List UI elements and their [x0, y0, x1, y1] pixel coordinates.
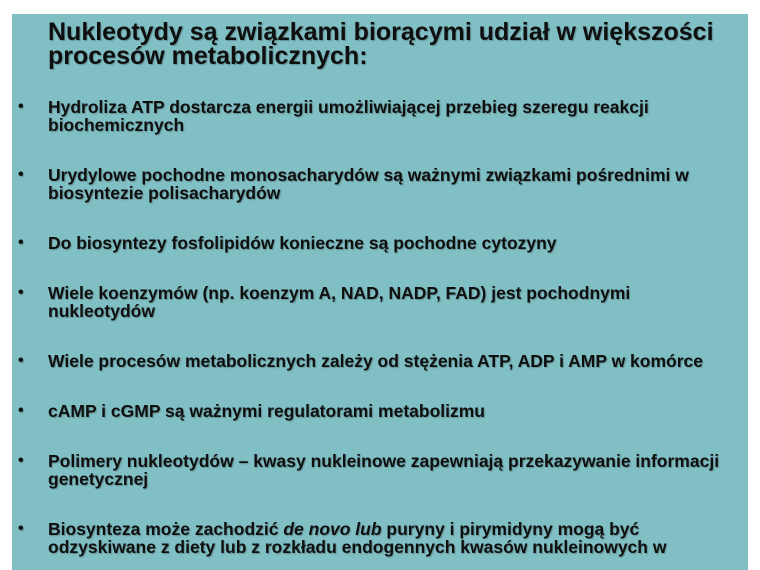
bullet-text	[48, 519, 666, 557]
bullet-text: Wiele procesów metabolicznych zależy od stężenia ATP, ADP i AMP w komórce	[48, 351, 703, 371]
bullet-icon: •	[18, 402, 24, 419]
list-item	[12, 166, 748, 202]
bullet-text: cAMP i cGMP są ważnymi regulatorami metabolizmu	[48, 401, 485, 421]
list-item	[12, 520, 748, 556]
list-item	[12, 452, 748, 488]
bullet-text: Urydylowe pochodne monosacharydów są ważnymi związkami pośrednimi w biosyntezie polisacharydów	[48, 165, 689, 203]
bullet-text: Do biosyntezy fosfolipidów konieczne są pochodne cytozyny	[48, 233, 557, 253]
list-item	[12, 352, 748, 370]
bullet-icon: •	[18, 452, 24, 469]
bullet-text: Hydroliza ATP dostarcza energii umożliwiającej przebieg szeregu reakcji biochemicznych	[48, 97, 649, 135]
bullet-icon: •	[18, 284, 24, 301]
list-item	[12, 402, 748, 420]
bullet-icon: •	[18, 352, 24, 369]
bullet-text-after: puryny i pirymidyny mogą być odzyskiwane z diety lub z rozkładu endogennych kwasów nukleinowych w	[48, 519, 667, 557]
bullet-text-before: Biosynteza może zachodzić	[48, 519, 284, 539]
bullet-text: Polimery nukleotydów – kwasy nukleinowe zapewniają przekazywanie informacji genetycznej	[48, 451, 720, 489]
bullet-icon: •	[18, 520, 24, 537]
bullet-icon: •	[18, 98, 24, 115]
list-item	[12, 234, 748, 252]
bullet-icon: •	[18, 166, 24, 183]
slide	[12, 14, 748, 570]
list-item	[12, 98, 748, 134]
bullet-text: Wiele koenzymów (np. koenzym A, NAD, NADP, FAD) jest pochodnymi nukleotydów	[48, 283, 631, 321]
slide-title: Nukleotydy są związkami biorącymi udział w większości procesów metabolicznych:	[48, 18, 714, 70]
bullet-text-italic: de novo lub	[283, 519, 382, 539]
bullet-icon: •	[18, 234, 24, 251]
bullet-list	[12, 98, 748, 570]
list-item	[12, 284, 748, 320]
